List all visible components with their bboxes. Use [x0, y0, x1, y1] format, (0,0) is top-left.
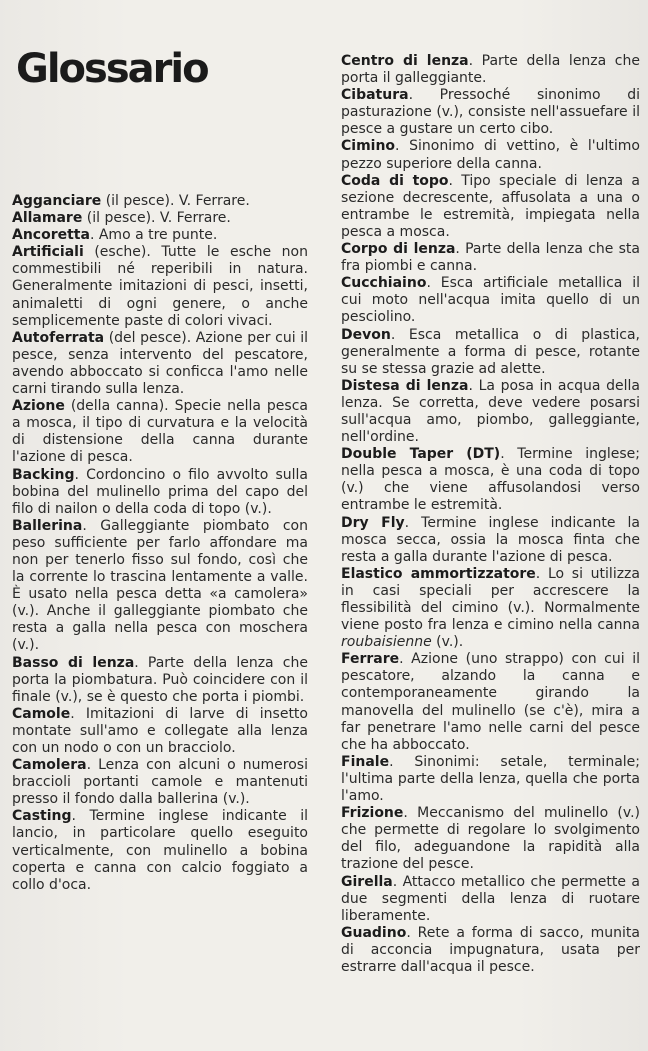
glossary-definition: . Pressoché sinonimo di pasturazione (v.), consiste nell'assuefare il pesce a gustare un certo cibo.: [341, 87, 640, 138]
glossary-entry: [12, 227, 308, 244]
glossary-term: Dry Fly: [341, 514, 405, 531]
glossary-term: Azione: [12, 398, 65, 415]
glossary-entry: [341, 378, 640, 446]
glossary-definition: (il pesce). V. Ferrare.: [101, 193, 250, 209]
glossary-entry: [341, 651, 640, 754]
glossary-definition: (del pesce). Azione per cui il pesce, senza intervento del pescatore, avendo abboccato si conficca l'amo nelle carni tirando sulla lenza.: [12, 329, 308, 398]
glossary-entry: [341, 805, 640, 873]
glossary-term: Basso di lenza: [12, 654, 135, 671]
glossary-entry: [341, 87, 640, 138]
glossary-entry: [12, 244, 308, 329]
glossary-term: Cibatura: [341, 87, 409, 104]
glossary-definition: . Cordoncino o filo avvolto sulla bobina del mulinello prima del capo del filo di nailon o della coda di topo (v.).: [12, 466, 308, 517]
glossary-entry: [341, 138, 640, 172]
glossary-term: Camole: [12, 705, 71, 722]
glossary-term: Ballerina: [12, 517, 83, 534]
glossary-term: Artificiali: [12, 244, 84, 261]
glossary-term: Autoferrata: [12, 329, 105, 346]
glossary-definition: . Lo si utilizza in casi speciali per accrescere la flessibilità del cimino (v.). Normalmente viene posto fra lenza e cimino nella canna: [341, 565, 640, 634]
glossary-entry: [341, 515, 640, 566]
glossary-definition: . Imitazioni di larve di insetto montate sull'amo e collegate alla lenza con un nodo o con un bracciolo.: [12, 705, 308, 756]
glossary-definition: (il pesce). V. Ferrare.: [82, 210, 231, 227]
left-column: [12, 193, 308, 894]
glossary-entry: [12, 398, 308, 466]
glossary-entry: [12, 655, 308, 706]
glossary-entry: [12, 808, 308, 893]
glossary-term: Distesa di lenza: [341, 377, 469, 394]
glossary-term: Guadino: [341, 924, 407, 941]
glossary-definition: . Meccanismo del mulinello (v.) che permette di regolare lo svolgimento del filo, adeguandone la rapidità alla trazione del pesce.: [341, 805, 640, 873]
glossary-entry: [341, 173, 640, 241]
glossary-definition: . Parte della lenza che sta fra piombi e canna.: [341, 241, 640, 275]
glossary-definition: . Esca artificiale metallica il cui moto nell'acqua imita quello di un pesciolino.: [341, 275, 640, 326]
glossary-term: Allamare: [12, 210, 83, 227]
glossary-definition: . Parte della lenza che porta il galleggiante.: [341, 53, 640, 87]
glossary-definition: . Termine inglese; nella pesca a mosca, è una coda di topo (v.) che viene affusolandosi verso entrambe le estremità.: [341, 446, 640, 514]
glossary-entry: [12, 706, 308, 757]
glossary-entry: [12, 210, 308, 227]
glossary-definition: . Azione (uno strappo) con cui il pescatore, alzando la canna e contemporaneamente girando la manovella del mulinello (se c'è), mira a far penetrare l'amo nelle carni del pesce che ha abboccato.: [341, 651, 640, 753]
glossary-definition-italic: roubaisienne: [341, 634, 432, 651]
glossary-definition: . Parte della lenza che porta la piombatura. Può coincidere con il finale (v.), se è questo che porta i piombi.: [12, 654, 308, 705]
glossary-entry: [341, 327, 640, 378]
glossary-definition: . Lenza con alcuni o numerosi braccioli portanti camole e mantenuti presso il fondo dalla ballerina (v.).: [12, 757, 308, 808]
right-column: [341, 53, 640, 976]
glossary-entry: [341, 754, 640, 805]
glossary-definition: . Amo a tre punte.: [89, 227, 218, 244]
glossary-entry: [341, 566, 640, 651]
glossary-entry: [341, 925, 640, 976]
glossary-term: Girella: [341, 873, 393, 890]
glossary-entry: [341, 53, 640, 87]
glossary-term: Centro di lenza: [341, 53, 469, 69]
glossary-term: Coda di topo: [341, 172, 449, 189]
glossary-entry: [341, 874, 640, 925]
glossary-entry: [12, 193, 308, 210]
glossary-definition: . Tipo speciale di lenza a sezione decrescente, affusolata a una o entrambe le estremità, impiegata nella pesca a mosca.: [341, 172, 640, 240]
glossary-definition-end: (v.).: [431, 634, 464, 651]
glossary-term: Frizione: [341, 805, 404, 822]
glossary-definition: . La posa in acqua della lenza. Se corretta, deve vedere posarsi sull'acqua amo, piombo, galleggiante, nell'ordine.: [341, 377, 640, 446]
glossary-term: Cucchiaino: [341, 275, 427, 292]
glossary-definition: . Sinonimi: setale, terminale; l'ultima parte della lenza, quella che porta l'amo.: [341, 753, 640, 805]
glossary-term: Cimino: [341, 138, 396, 155]
glossary-definition: . Attacco metallico che permette a due segmenti della lenza di ruotare liberamente.: [341, 873, 640, 924]
glossary-term: Corpo di lenza: [341, 241, 456, 258]
glossary-entry: [341, 241, 640, 275]
glossary-term: Backing: [12, 466, 75, 483]
glossary-entry: [12, 757, 308, 808]
glossary-definition: (della canna). Specie nella pesca a mosca, il tipo di curvatura e la velocità di distensione della canna durante l'azione di pesca.: [12, 398, 308, 466]
glossary-term: Camolera: [12, 757, 87, 774]
glossary-definition: . Rete a forma di sacco, munita di acconcia impugnatura, usata per estrarre dall'acqua il pesce.: [341, 924, 640, 975]
glossary-definition: . Termine inglese indicante il lancio, in particolare quello eseguito verticalmente, con mulinello a bobina coperta e canna con calcio foggiato a collo d'oca.: [12, 808, 308, 893]
glossary-entry: [341, 275, 640, 326]
glossary-term: Agganciare: [12, 193, 102, 209]
glossary-term: Devon: [341, 326, 391, 343]
glossary-entry: [12, 330, 308, 398]
glossary-entry: [341, 446, 640, 514]
glossary-definition: . Termine inglese indicante la mosca secca, ossia la mosca finta che resta a galla durante l'azione di pesca.: [341, 514, 640, 565]
glossary-term: Ancoretta: [12, 227, 90, 244]
page-title: Glossario: [16, 46, 208, 92]
glossary-entry: [12, 467, 308, 518]
glossary-definition: . Sinonimo di vettino, è l'ultimo pezzo superiore della canna.: [341, 138, 640, 172]
glossary-entry: [12, 518, 308, 655]
glossary-definition: . Galleggiante piombato con peso sufficiente per farlo affondare ma non per tenerlo fisso sul fondo, così che la corrente lo trascina lentamente a valle. È usato nella pesca detta «a camolera» (v.). Anche il galleggiante piombato che resta a galla nella pesca con moschera (v.).: [12, 517, 308, 654]
glossary-term: Elastico ammortizzatore: [341, 565, 536, 582]
glossary-term: Ferrare: [341, 651, 400, 668]
glossary-definition: . Esca metallica o di plastica, generalmente a forma di pesce, rotante su se stessa grazie ad alette.: [341, 326, 640, 377]
glossary-term: Finale: [341, 753, 390, 770]
glossary-term: Double Taper (DT): [341, 446, 501, 463]
glossary-definition: (esche). Tutte le esche non commestibili né reperibili in natura. Generalmente imitazioni di pesci, insetti, animaletti di ogni genere, o anche semplicemente paste di colori vivaci.: [12, 244, 308, 329]
glossary-term: Casting: [12, 808, 72, 825]
